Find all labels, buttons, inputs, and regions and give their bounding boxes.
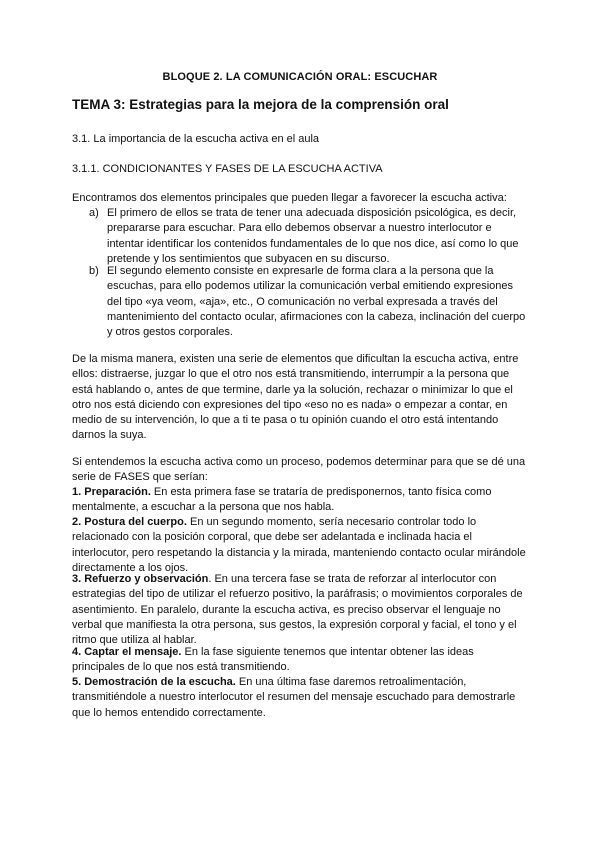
phase-title: 1. Preparación. [72,486,151,498]
phase-1 [72,485,528,516]
list-item-b [89,264,527,340]
phase-title: 3. Refuerzo y observación [72,573,209,585]
phase-text: En un segundo momento, sería necesario controlar todo lo relacionado con la posición corporal, que debe ser adelantada e inclinada hacia el interlocutor, pero respetando la distancia y la mirada, manteniendo contacto ocular mirándole directamente a los ojos. [72,516,526,574]
phase-text: . En una tercera fase se trata de reforzar al interlocutor con estrategias del tipo de utilizar el refuerzo positivo, la paráfrasis; o movimientos corporales de asentimiento. En paralelo, durante la escucha activa, es preciso observar el lenguaje no verbal que manifiesta la otra persona, sus gestos, la expresión corporal y facial, el tono y el ritmo que utiliza al hablar. [72,573,523,647]
phase-2 [72,515,528,576]
phase-3 [72,572,528,648]
phase-5 [72,675,528,721]
section-heading: 3.1. La importancia de la escucha activa en el aula [72,133,320,145]
list-item-a [89,206,527,267]
subsection-heading: 3.1.1. CONDICIONANTES Y FASES DE LA ESCUCHA ACTIVA [72,163,383,175]
block-title: BLOQUE 2. LA COMUNICACIÓN ORAL: ESCUCHAR [162,71,438,83]
phase-title: 2. Postura del cuerpo. [72,516,187,528]
list-marker: a) [89,207,99,219]
topic-title: TEMA 3: Estrategias para la mejora de la comprensión oral [72,97,449,112]
list-marker: b) [89,265,99,277]
difficulties-paragraph: De la misma manera, existen una serie de elementos que dificultan la escucha activa, entre ellos: distraerse, juzgar lo que el otro nos está transmitiendo, interrumpir a la persona que está hablando o, antes de que termine, darle ya la solución, rechazar o minimizar lo que el otro nos está diciendo con expresiones del tipo «eso no es nada» o empezar a contar, en medio de su intervención, lo que a ti te pasa o tu opinión cuando el otro está intentando darnos la suya. [72,353,519,442]
phase-text: En esta primera fase se trataría de predisponernos, tanto física como mentalmente, a escuchar a la persona que nos habla. [72,486,492,514]
intro-paragraph: Encontramos dos elementos principales que pueden llegar a favorecer la escucha activa: [72,192,507,204]
phase-text: En una última fase daremos retroalimentación, transmitiéndole a nuestro interlocutor el resumen del mensaje escuchado para demostrarle que lo hemos entendido correctamente. [72,676,516,719]
phase-text: En la fase siguiente tenemos que intentar obtener las ideas principales de lo que nos está transmitiendo. [72,646,474,674]
phase-4 [72,645,528,676]
phases-intro-paragraph: Si entendemos la escucha activa como un proceso, podemos determinar para que se dé una serie de FASES que serían: [72,456,526,484]
list-item-text: El primero de ellos se trata de tener una adecuada disposición psicológica, es decir, prepararse para escuchar. Para ello debemos observar a nuestro interlocutor e intentar identificar los contenidos fundamentales de lo que nos dice, así como lo que pretende y los sentimientos que subyacen en su discurso. [107,207,519,265]
phase-title: 5. Demostración de la escucha. [72,676,236,688]
phase-title: 4. Captar el mensaje. [72,646,182,658]
list-item-text: El segundo elemento consiste en expresarle de forma clara a la persona que la escuchas, para ello podemos utilizar la comunicación verbal emitiendo expresiones del tipo «ya veom, «aja», etc., O comunicación no verbal expresada a través del mantenimiento del contacto ocular, afirmaciones con la cabeza, inclinación del cuerpo y otros gestos corporales. [107,265,526,339]
